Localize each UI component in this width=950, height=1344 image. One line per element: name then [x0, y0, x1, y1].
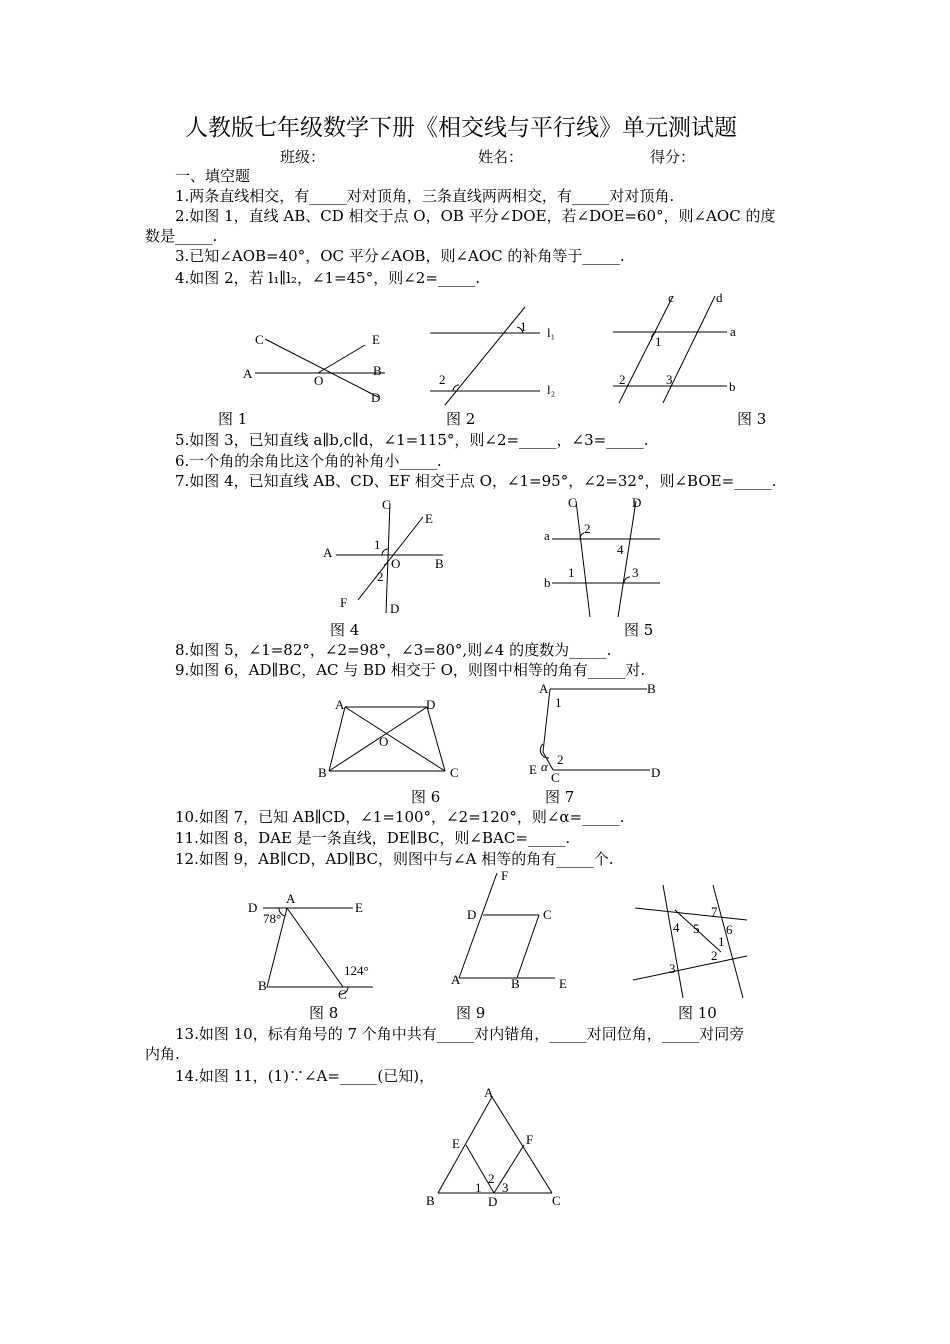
- figure-7-caption: 图 7: [545, 788, 575, 806]
- name-label: 姓名：: [478, 148, 524, 166]
- fig9-label: F: [501, 868, 509, 883]
- fig5-label: 4: [617, 542, 624, 557]
- fig1-label: A: [243, 366, 253, 381]
- figure-10: [625, 880, 760, 1005]
- fig7-label: E: [529, 762, 537, 777]
- figure-6-caption: 图 6: [411, 788, 441, 806]
- figure-6: [315, 695, 465, 785]
- fig4-label: 1: [374, 537, 381, 552]
- fig10-label: 6: [726, 922, 733, 937]
- fig9-label: D: [467, 907, 477, 922]
- fig2-label: l₂: [547, 382, 556, 397]
- question-13: 13.如图 10，标有角号的 7 个角中共有_____对内错角，_____对同位角，_____对同旁: [175, 1025, 745, 1043]
- fig2-label: 2: [439, 372, 446, 387]
- question-2-cont: 数是_____.: [145, 227, 218, 245]
- fig1-label: C: [255, 332, 264, 347]
- fig9-label: B: [511, 976, 520, 991]
- figure-3-caption: 图 3: [737, 410, 767, 428]
- fig7-label: 1: [555, 695, 562, 710]
- fig3-label: c: [668, 290, 674, 305]
- score-label: 得分：: [650, 148, 696, 166]
- fig4-label: O: [391, 556, 401, 571]
- question-4: 4.如图 2，若 l₁∥l₂，∠1=45°，则∠2=_____.: [175, 269, 481, 287]
- fig5-label: D: [632, 495, 642, 510]
- fig9-label: A: [451, 972, 461, 987]
- fig11-label: E: [452, 1136, 460, 1151]
- fig10-label: 3: [669, 961, 676, 976]
- fig10-label: 7: [711, 904, 718, 919]
- fig11-label: C: [552, 1193, 561, 1208]
- fig7-label: B: [647, 681, 656, 696]
- question-1: 1.两条直线相交，有_____对对顶角，三条直线两两相交，有_____对对顶角.: [175, 187, 675, 205]
- fig3-label: 1: [655, 334, 662, 349]
- fig11-label: B: [426, 1193, 435, 1208]
- fig3-label: a: [730, 324, 736, 339]
- question-11: 11.如图 8，DAE 是一条直线，DE∥BC，则∠BAC=_____.: [175, 829, 571, 847]
- fig1-label: E: [372, 332, 380, 347]
- fig5-label: 3: [632, 565, 639, 580]
- fig6-label: D: [426, 697, 436, 712]
- fig6-label: O: [379, 734, 389, 749]
- fig7-label: C: [551, 770, 560, 785]
- fig4-label: A: [323, 545, 333, 560]
- figure-7: [525, 680, 675, 785]
- fig7-label: 2: [557, 752, 564, 767]
- fig10-label: 4: [673, 920, 680, 935]
- fig11-label: 2: [488, 1171, 495, 1186]
- figure-4-caption: 图 4: [330, 621, 360, 639]
- fig1-label: O: [314, 373, 324, 388]
- fig8-label: A: [286, 891, 296, 906]
- figure-1: [240, 325, 390, 410]
- fig5-label: 2: [584, 521, 591, 536]
- fig6-label: B: [318, 765, 327, 780]
- question-5: 5.如图 3，已知直线 a∥b,c∥d，∠1=115°，则∠2=_____，∠3=_____.: [175, 431, 649, 449]
- fig4-label: E: [425, 511, 433, 526]
- fig5-label: C: [568, 495, 577, 510]
- class-label: 班级：: [280, 148, 326, 166]
- fig3-label: 3: [666, 372, 673, 387]
- figure-8-caption: 图 8: [309, 1004, 339, 1022]
- fig10-label: 2: [711, 948, 718, 963]
- fig8-label: 124°: [344, 963, 369, 978]
- section-heading: 一、填空题: [175, 167, 251, 185]
- fig10-label: 1: [718, 934, 725, 949]
- fig11-label: D: [488, 1194, 498, 1209]
- question-9: 9.如图 6，AD∥BC，AC 与 BD 相交于 O，则图中相等的角有_____对.: [175, 661, 646, 679]
- fig1-label: B: [373, 363, 382, 378]
- question-12: 12.如图 9，AB∥CD，AD∥BC，则图中与∠A 相等的角有_____个.: [175, 850, 614, 868]
- fig8-label: D: [248, 900, 258, 915]
- fig4-label: B: [435, 556, 444, 571]
- fig4-label: D: [390, 601, 400, 616]
- fig7-label: α: [541, 759, 548, 774]
- figure-9: [445, 868, 585, 993]
- fig5-label: a: [544, 528, 550, 543]
- fig8-label: C: [338, 987, 347, 1002]
- figure-8: [243, 890, 383, 1000]
- question-14: 14.如图 11，(1)∵∠A=_____(已知)，: [175, 1067, 435, 1085]
- fig3-label: 2: [619, 372, 626, 387]
- fig9-label: C: [543, 907, 552, 922]
- figure-10-caption: 图 10: [678, 1004, 717, 1022]
- figure-1-caption: 图 1: [218, 410, 248, 428]
- question-8: 8.如图 5，∠1=82°，∠2=98°，∠3=80°,则∠4 的度数为_____.: [175, 641, 612, 659]
- question-13-cont: 内角.: [145, 1045, 180, 1063]
- fig4-label: 2: [377, 569, 384, 584]
- figure-5-caption: 图 5: [624, 621, 654, 639]
- question-3: 3.已知∠AOB=40°，OC 平分∠AOB，则∠AOC 的补角等于_____.: [175, 247, 625, 265]
- fig2-label: 1: [520, 319, 527, 334]
- fig6-label: C: [450, 765, 459, 780]
- figure-9-caption: 图 9: [456, 1004, 486, 1022]
- fig4-label: F: [340, 595, 348, 610]
- fig7-label: D: [651, 765, 661, 780]
- figure-11: [420, 1083, 580, 1213]
- fig11-label: 1: [475, 1180, 482, 1195]
- fig7-label: A: [539, 681, 549, 696]
- fig6-label: A: [335, 697, 345, 712]
- fig1-label: D: [371, 390, 381, 405]
- fig2-label: l₁: [547, 325, 556, 340]
- fig5-label: b: [544, 575, 551, 590]
- fig11-label: 3: [502, 1180, 509, 1195]
- fig4-label: C: [382, 497, 391, 512]
- fig8-label: B: [258, 978, 267, 993]
- question-7: 7.如图 4，已知直线 AB、CD、EF 相交于点 O，∠1=95°，∠2=32°，则∠BOE=_____.: [175, 472, 777, 490]
- question-6: 6.一个角的余角比这个角的补角小_____.: [175, 452, 442, 470]
- fig11-label: A: [484, 1085, 494, 1100]
- figure-3: [605, 288, 755, 403]
- fig11-label: F: [526, 1132, 534, 1147]
- figure-2: [425, 305, 575, 405]
- fig8-label: 78°: [263, 911, 282, 926]
- fig10-label: 5: [693, 921, 700, 936]
- fig3-label: b: [729, 379, 736, 394]
- question-10: 10.如图 7，已知 AB∥CD，∠1=100°，∠2=120°，则∠α=_____.: [175, 808, 625, 826]
- figure-2-caption: 图 2: [446, 410, 476, 428]
- fig5-label: 1: [568, 565, 575, 580]
- fig3-label: d: [716, 290, 723, 305]
- question-2: 2.如图 1，直线 AB、CD 相交于点 O，OB 平分∠DOE，若∠DOE=60°，则∠AOC 的度: [175, 207, 776, 225]
- figure-5: [538, 493, 668, 618]
- fig8-label: E: [355, 900, 363, 915]
- fig9-label: E: [559, 976, 567, 991]
- figure-4: [318, 495, 458, 620]
- page-title: 人教版七年级数学下册《相交线与平行线》单元测试题: [185, 115, 737, 141]
